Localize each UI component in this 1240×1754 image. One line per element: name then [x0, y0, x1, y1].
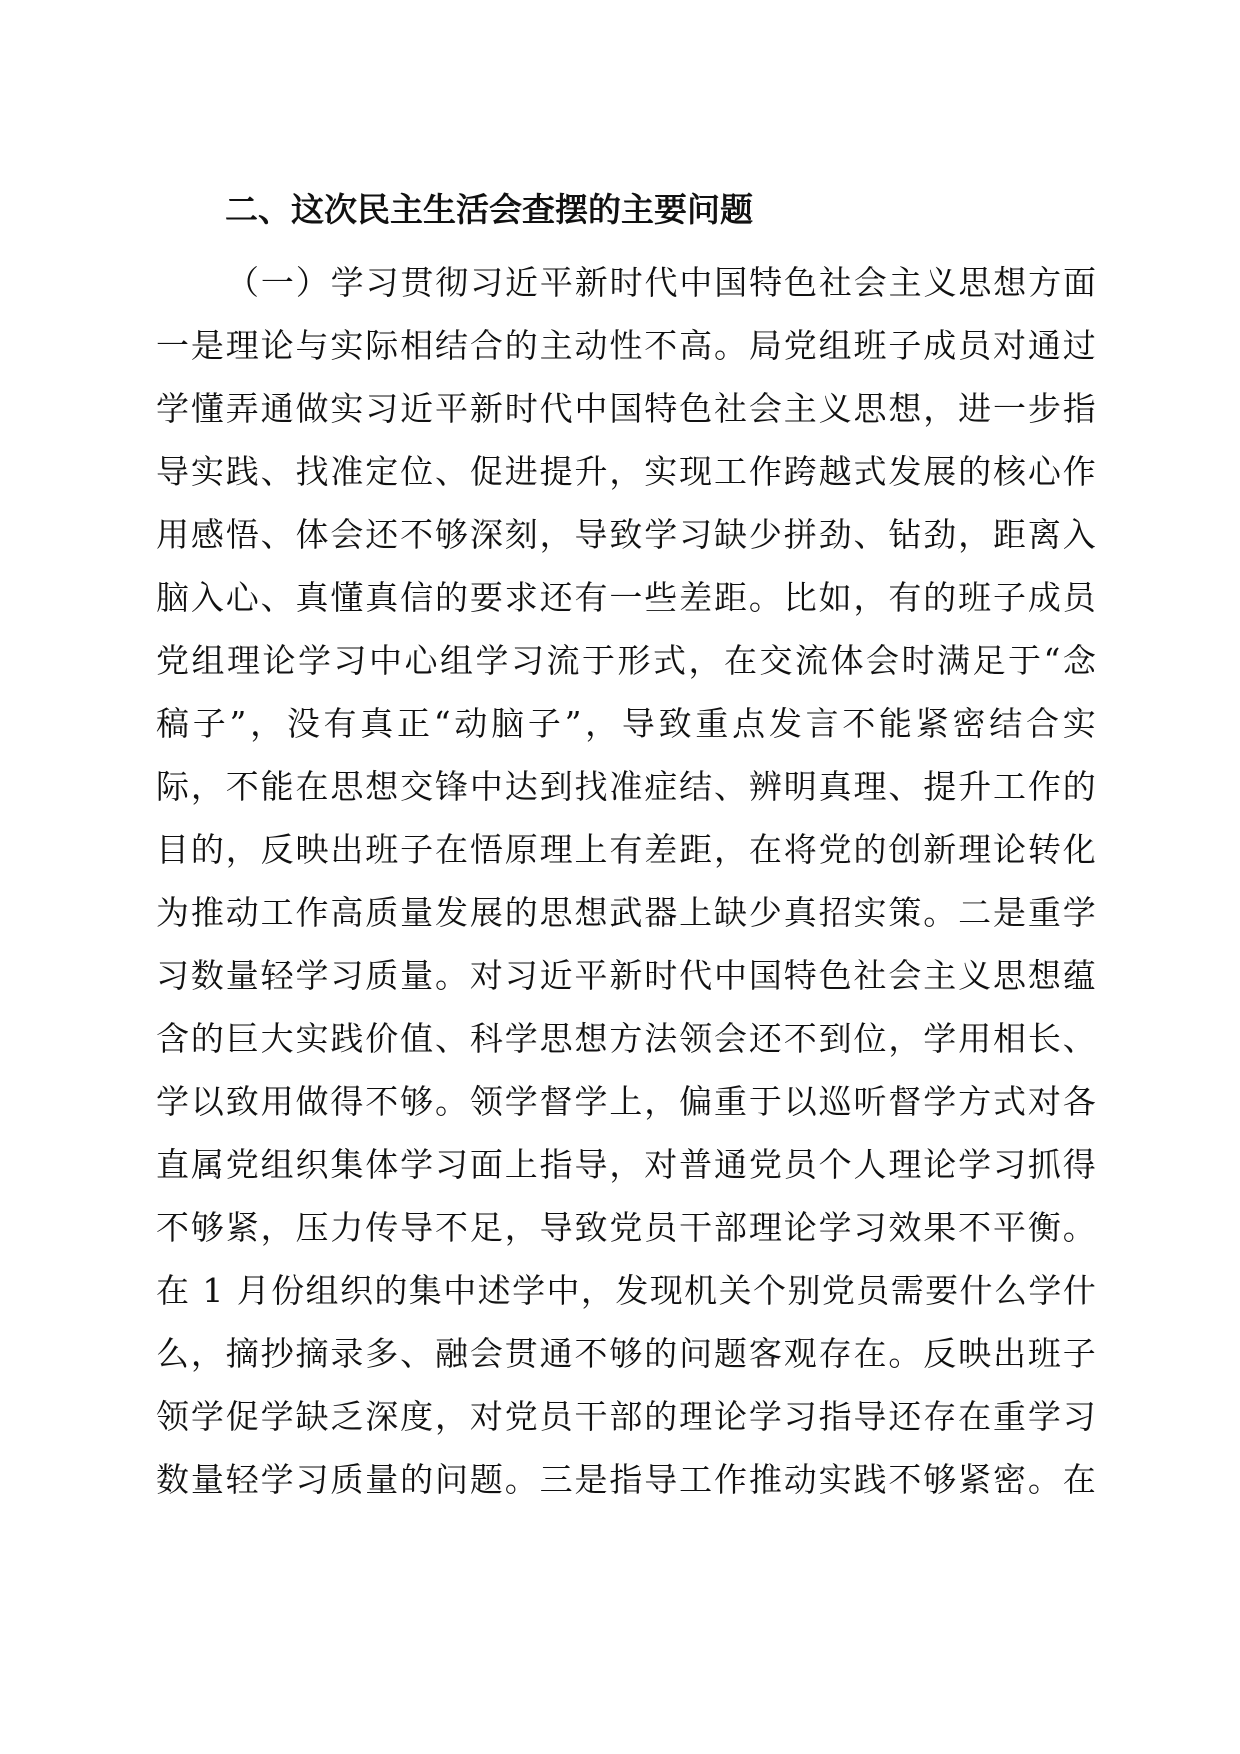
body-line: 直 属 党 组 织 集 体 学 习 面 上 指 导 ， 对 普 通 党 员 个 人 理 论 学 习 抓 得	[156, 1145, 1096, 1184]
body-line: 脑 入 心 、 真 懂 真 信 的 要 求 还 有 一 些 差 距 。 比 如 ， 有 的 班 子 成 员	[156, 578, 1096, 617]
body-line: 在 1 月 份 组 织 的 集 中 述 学 中 ， 发 现 机 关 个 别 党 员 需 要 什 么 学 什	[156, 1271, 1096, 1310]
subsection-title: （ 一 ） 学 习 贯 彻 习 近 平 新 时 代 中 国 特 色 社 会 主 义 思 想 方 面	[226, 263, 1096, 302]
body-line: 含 的 巨 大 实 践 价 值 、 科 学 思 想 方 法 领 会 还 不 到 位 ， 学 用 相 长 、	[156, 1019, 1096, 1058]
body-line: 学 以 致 用 做 得 不 够 。 领 学 督 学 上 ， 偏 重 于 以 巡 听 督 学 方 式 对 各	[156, 1082, 1096, 1121]
body-line: 用 感 悟 、 体 会 还 不 够 深 刻 ， 导 致 学 习 缺 少 拼 劲 、 钻 劲 ， 距 离 入	[156, 515, 1096, 554]
body-line: 际 ， 不 能 在 思 想 交 锋 中 达 到 找 准 症 结 、 辨 明 真 理 、 提 升 工 作 的	[156, 767, 1096, 806]
body-line: 稿 子 ” ， 没 有 真 正 “ 动 脑 子 ” ， 导 致 重 点 发 言 不 能 紧 密 结 合 实	[156, 704, 1096, 743]
section-heading: 二、这次民主生活会查摆的主要问题	[225, 190, 753, 229]
body-line: 党 组 理 论 学 习 中 心 组 学 习 流 于 形 式 ， 在 交 流 体 会 时 满 足 于 “ 念	[156, 641, 1096, 680]
body-line: 目 的 ， 反 映 出 班 子 在 悟 原 理 上 有 差 距 ， 在 将 党 的 创 新 理 论 转 化	[156, 830, 1096, 869]
body-line: 习 数 量 轻 学 习 质 量 。 对 习 近 平 新 时 代 中 国 特 色 社 会 主 义 思 想 蕴	[156, 956, 1096, 995]
body-line: 一 是 理 论 与 实 际 相 结 合 的 主 动 性 不 高 。 局 党 组 班 子 成 员 对 通 过	[156, 326, 1096, 365]
body-line: 么 ， 摘 抄 摘 录 多 、 融 会 贯 通 不 够 的 问 题 客 观 存 在 。 反 映 出 班 子	[156, 1334, 1096, 1373]
body-line: 学 懂 弄 通 做 实 习 近 平 新 时 代 中 国 特 色 社 会 主 义 思 想 ， 进 一 步 指	[156, 389, 1096, 428]
body-line: 不 够 紧 ， 压 力 传 导 不 足 ， 导 致 党 员 干 部 理 论 学 习 效 果 不 平 衡 。	[156, 1208, 1096, 1247]
body-line: 导 实 践 、 找 准 定 位 、 促 进 提 升 ， 实 现 工 作 跨 越 式 发 展 的 核 心 作	[156, 452, 1096, 491]
body-line: 数 量 轻 学 习 质 量 的 问 题 。 三 是 指 导 工 作 推 动 实 践 不 够 紧 密 。 在	[156, 1460, 1096, 1499]
body-text	[156, 251, 1096, 1511]
body-line: 领 学 促 学 缺 乏 深 度 ， 对 党 员 干 部 的 理 论 学 习 指 导 还 存 在 重 学 习	[156, 1397, 1096, 1436]
body-line: 为 推 动 工 作 高 质 量 发 展 的 思 想 武 器 上 缺 少 真 招 实 策 。 二 是 重 学	[156, 893, 1096, 932]
